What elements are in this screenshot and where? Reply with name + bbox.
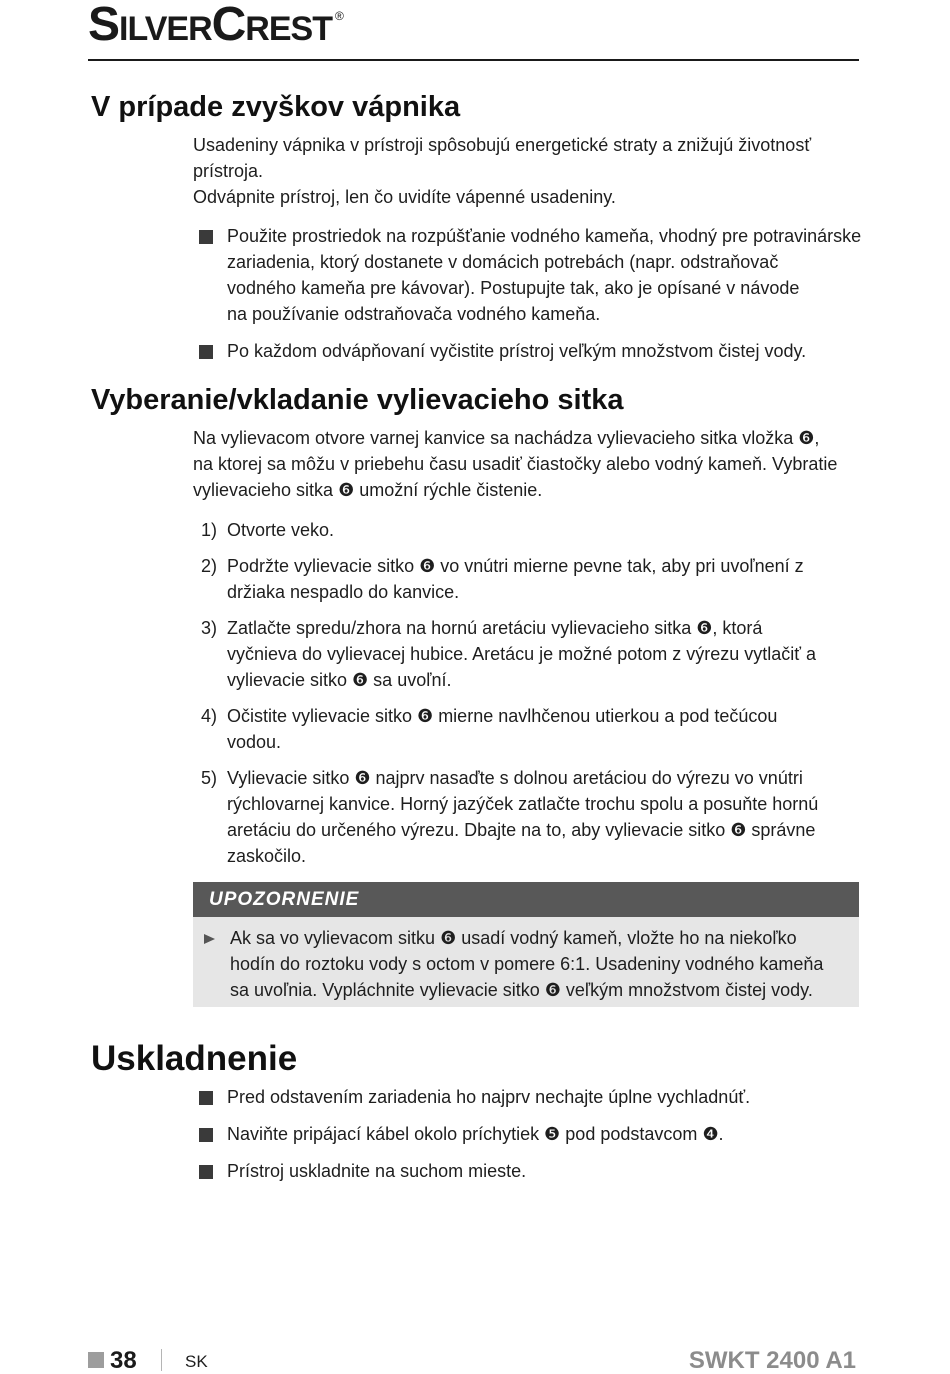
square-bullet-icon [199,1165,213,1179]
step-line: držiaka nespadlo do kanvice. [227,582,460,602]
section-heading: Vyberanie/vkladanie vylievacieho sitka [91,384,624,416]
step-number: 4) [201,706,218,726]
step-item [199,517,818,543]
step-line: Podržte vylievacie sitko ❻ vo vnútri mierne pevne tak, aby pri uvoľnení z [227,556,804,576]
paragraph-line: Na vylievacom otvore varnej kanvice sa nachádza vylievacieho sitka vložka ❻, [193,428,820,448]
bullet-line: Prístroj uskladnite na suchom mieste. [227,1161,527,1181]
registered-mark: ® [334,9,344,23]
section-heading: Uskladnenie [91,1039,298,1078]
square-bullet-icon [199,230,213,244]
step-item [199,703,818,755]
step-item [199,553,818,605]
language-code: SK [185,1352,208,1371]
bullet-item [199,1121,750,1147]
paragraph-line: na ktorej sa môžu v priebehu času usadiť čiastočky alebo vodný kameň. Vybratie [193,454,838,474]
step-line: rýchlovarnej kanvice. Horný jazýček zatlačte trochu spolu a posuňte hornú [227,794,819,814]
bullet-line: vodného kameňa pre kávovar). Postupujte tak, ako je opísané v návode [227,278,800,298]
bullet-list [199,223,861,364]
warning-box [193,882,859,1007]
step-number: 1) [201,520,218,540]
intro-paragraph [193,425,837,503]
step-line: vodou. [227,732,282,752]
step-number: 2) [201,556,218,576]
square-bullet-icon [199,345,213,359]
step-line: aretáciu do určeného výrezu. Dbajte na to, aby vylievacie sitko ❻ správne [227,820,816,840]
step-line: vylievacie sitko ❻ sa uvoľní. [227,670,452,690]
page-number: 38 [110,1347,137,1374]
bullet-item [199,223,861,327]
step-line: zaskočilo. [227,846,307,866]
warning-line: sa uvoľnia. Vypláchnite vylievacie sitko ❻ veľkým množstvom čistej vody. [230,980,813,1000]
step-line: vyčnieva do vylievacej hubice. Aretácu je možné potom z výrezu vytlačiť a [227,644,817,664]
paragraph-line: Odvápnite prístroj, len čo uvidíte vápenné usadeniny. [193,187,616,207]
arrow-right-icon [204,934,215,944]
bullet-line: Použite prostriedok na rozpúšťanie vodného kameňa, vhodný pre potravinárske [227,226,862,246]
square-bullet-icon [199,1091,213,1105]
section-heading: V prípade zvyškov vápnika [91,91,461,123]
numbered-steps [199,517,818,869]
footer-square-icon [88,1352,104,1368]
step-item [199,765,818,869]
bullet-line: na používanie odstraňovača vodného kameňa. [227,304,601,324]
bullet-line: Pred odstavením zariadenia ho najprv nechajte úplne vychladnúť. [227,1087,751,1107]
footer-divider [161,1349,162,1371]
step-line: Očistite vylievacie sitko ❻ mierne navlhčenou utierkou a pod tečúcou [227,706,778,726]
paragraph-line: prístroja. [193,161,264,181]
square-bullet-icon [199,1128,213,1142]
warning-line: hodín do roztoku vody s octom v pomere 6:1. Usadeniny vodného kameňa [230,954,824,974]
bullet-item [199,1158,750,1184]
paragraph-line: vylievacieho sitka ❻ umožní rýchle čistenie. [193,480,543,500]
bullet-line: Naviňte pripájací kábel okolo príchytiek ❺ pod podstavcom ❹. [227,1124,724,1144]
brand-logo [88,1,344,49]
model-number: SWKT 2400 A1 [688,1347,856,1374]
bullet-item [199,338,861,364]
warning-title: UPOZORNENIE [193,882,859,917]
step-line: Zatlačte spredu/zhora na hornú aretáciu vylievacieho sitka ❻, ktorá [227,618,763,638]
step-line: Vylievacie sitko ❻ najprv nasaďte s dolnou aretáciou do výrezu vo vnútri [227,768,803,788]
intro-paragraph [193,132,811,210]
bullet-line: Po každom odvápňovaní vyčistite prístroj veľkým množstvom čistej vody. [227,341,807,361]
warning-body [193,917,859,1007]
bullet-line: zariadenia, ktorý dostanete v domácich potrebách (napr. odstraňovač [227,252,779,272]
warning-line: Ak sa vo vylievacom sitku ❻ usadí vodný kameň, vložte ho na niekoľko [230,928,797,948]
header-rule [88,59,859,61]
bullet-item [199,1084,750,1110]
step-number: 3) [201,618,218,638]
bullet-list [199,1084,750,1184]
step-number: 5) [201,768,218,788]
brand-name: SilverCrest [88,0,332,51]
paragraph-line: Usadeniny vápnika v prístroji spôsobujú energetické straty a znižujú životnosť [193,135,812,155]
step-item [199,615,818,693]
step-line: Otvorte veko. [227,520,335,540]
